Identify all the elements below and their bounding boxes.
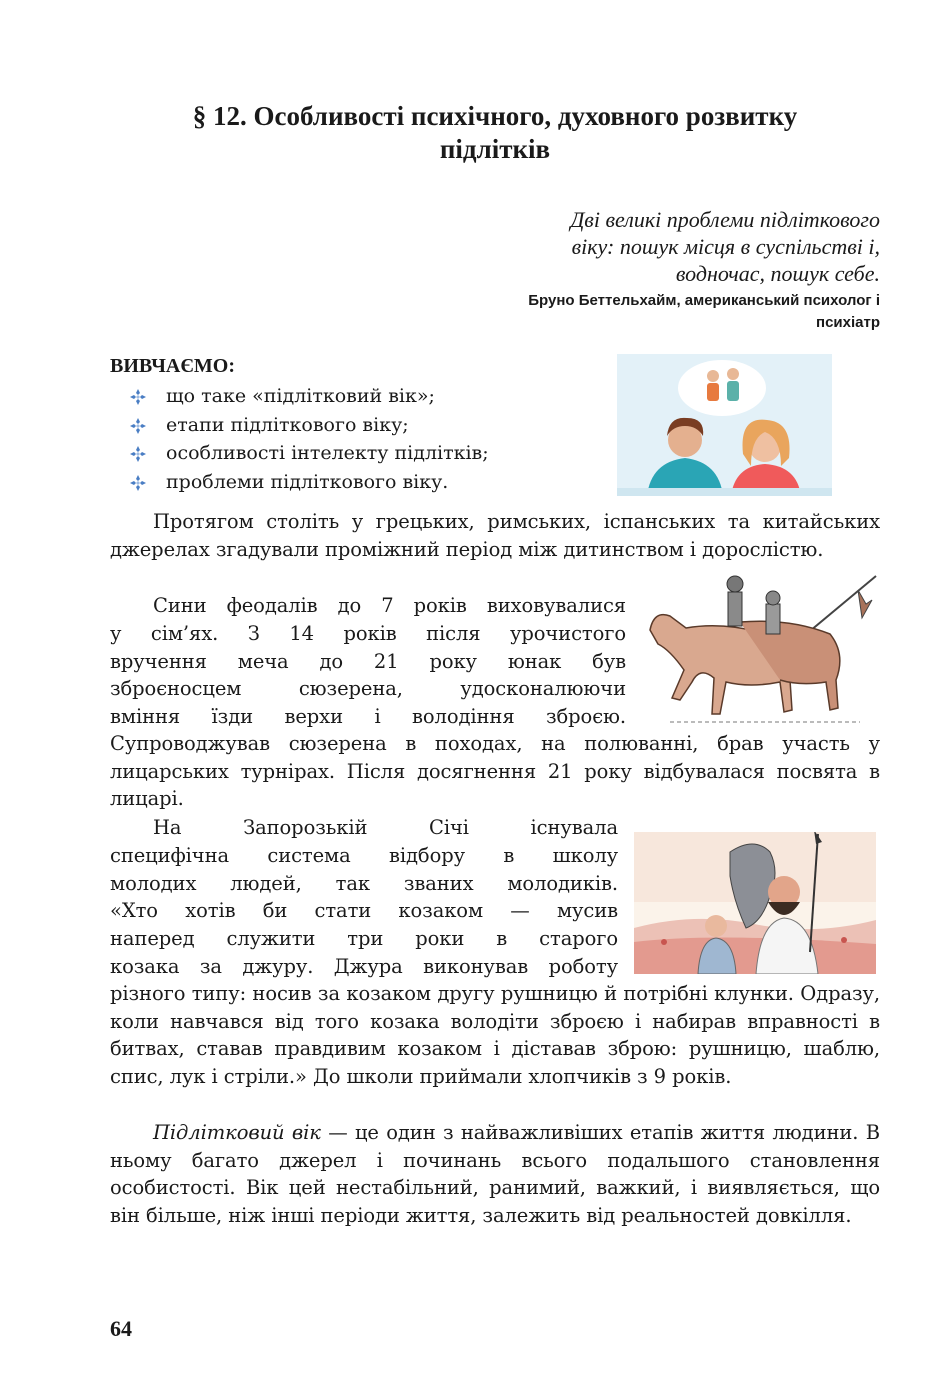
paragraph-adolescence	[110, 1119, 880, 1230]
paragraph-text: — це один з найважливіших етапів життя людини. В ньому багато джерел і починань всього подальшого становлення особистості. Вік цей нестабільний, ранимий, важкий, і виявляється, що він більше, ніж інші періоди життя, залежить від реальностей довкілля.	[110, 1121, 880, 1228]
paragraph-cossacks-wrapped	[110, 842, 618, 981]
paragraph-line: у сім’ях. З 14 років після урочистого	[110, 622, 626, 645]
diamond-bullet-icon	[130, 446, 146, 462]
paragraph-cossacks: різного типу: носив за козаком другу рушницю й потрібні клунки. Одразу, коли навчався від того козака володіти зброєю і набирав вправності в битвах, ставав правдивим козаком і діставав зброю: рушницю, шаблю, спис, лук і стріли.» До школи приймали хлопчиків з 9 років.	[110, 982, 880, 1089]
epigraph-line: водночас, пошук себе.	[675, 261, 880, 286]
paragraph-knights-wrapped	[110, 620, 626, 731]
epigraph-author-line: Бруно Беттельхайм, американський психолог і	[528, 292, 880, 309]
study-list	[130, 382, 489, 496]
list-item-text: особливості інтелекту підлітків;	[166, 442, 489, 464]
paragraph-line: зброєносцем сюзерена, удосконалюючи	[110, 677, 626, 701]
paragraph-cossacks-wrapped	[110, 814, 618, 842]
diamond-bullet-icon	[130, 418, 146, 434]
list-item	[130, 439, 489, 468]
epigraph-author-line: психіатр	[816, 314, 880, 331]
teenagers-illustration	[617, 354, 832, 496]
paragraph-line: На Запорозькій Січі існувала	[153, 816, 618, 839]
study-heading: ВИВЧАЄМО:	[110, 355, 236, 377]
paragraph-line: «Хто хотів би стати козаком — мусив	[110, 899, 618, 923]
list-item-text: проблеми підліткового віку.	[166, 470, 449, 493]
diamond-bullet-icon	[130, 389, 146, 405]
knights-illustration	[640, 570, 880, 732]
list-item	[130, 468, 489, 497]
epigraph-line: віку: пошук місця в суспільстві і,	[571, 234, 880, 259]
paragraph-knights-wrapped	[110, 592, 626, 620]
paragraph-knights: Супроводжував сюзерена в походах, на полюванні, брав участь у лицарських турнірах. Після досягнення 21 року відбувалася посвята в лицарі.	[110, 732, 880, 811]
list-item	[130, 382, 489, 411]
epigraph-line: Дві великі проблеми підліткового	[570, 207, 880, 232]
list-item	[130, 411, 489, 440]
paragraph-line: вручення меча до 21 року юнак був	[110, 649, 626, 673]
section-title	[110, 100, 880, 166]
paragraph-line: наперед служити три роки в старого	[110, 927, 618, 951]
section-title-line: підлітків	[439, 134, 551, 164]
list-item-text: етапи підліткового віку;	[166, 413, 409, 436]
paragraph-history: Протягом століть у грецьких, римських, іспанських та китайських джерелах згадували проміжний період між дитинством і дорослістю.	[110, 510, 880, 561]
section-title-line: § 12. Особливості психічного, духовного розвитку	[192, 101, 798, 131]
paragraph-line: молодих людей, так званих молодиків.	[110, 871, 618, 895]
paragraph-line: вміння їзди верхи і володіння зброєю.	[110, 705, 626, 729]
paragraph-line: Сини феодалів до 7 років виховувалися	[153, 594, 626, 617]
cossack-illustration	[634, 832, 876, 974]
term-adolescence: Підлітковий вік	[153, 1121, 321, 1144]
epigraph-quote	[450, 206, 880, 287]
page-number: 64	[110, 1316, 132, 1341]
list-item-text: що таке «підлітковий вік»;	[166, 385, 435, 407]
paragraph-line: козака за джуру. Джура виконував роботу	[110, 954, 618, 978]
paragraph-line: специфічна система відбору в школу	[110, 844, 618, 867]
epigraph-author	[410, 290, 880, 334]
diamond-bullet-icon	[130, 475, 146, 491]
